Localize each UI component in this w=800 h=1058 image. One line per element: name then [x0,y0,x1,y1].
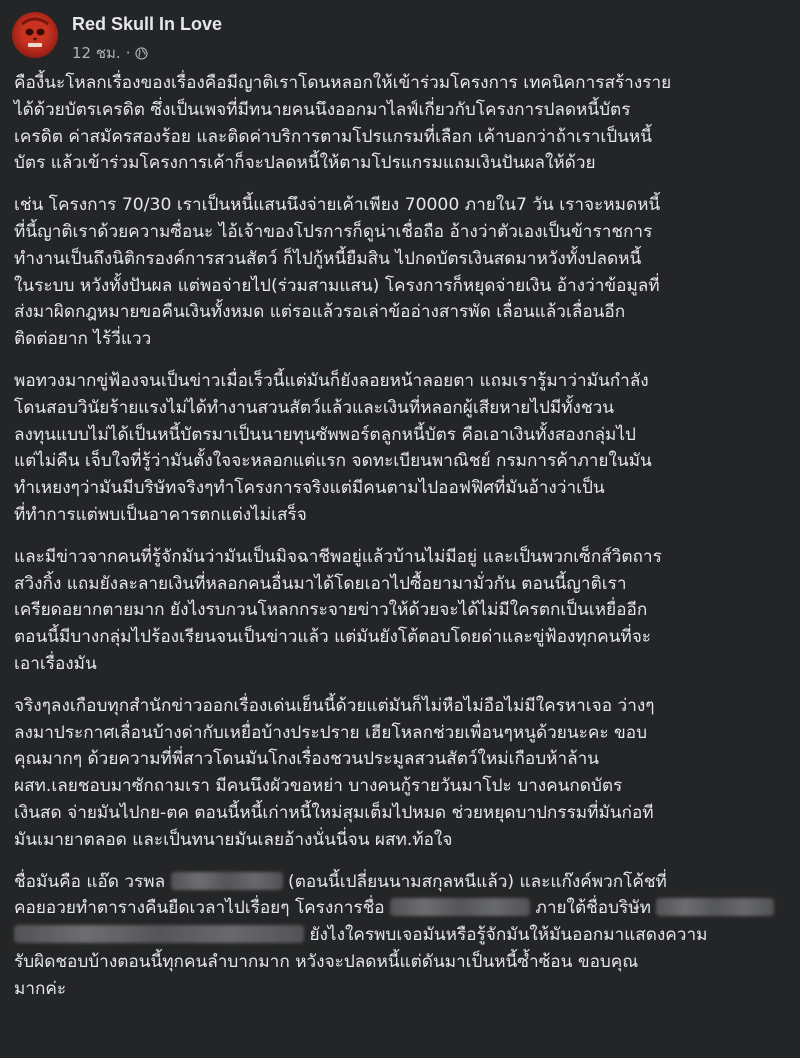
post-line: ที่นี้ญาติเราด้วยความซื่อนะ ไอ้เจ้าของโปรการก็ดูน่าเชื่อถือ อ้างว่าตัวเองเป็นข้าราชการ [14,221,653,242]
post-line: ลงมาประกาศเลื่อนบ้างด่ากับเหยื่อบ้างประปราย เฮียโหลกช่วยเพื่อนๆหนูด้วยนะคะ ขอบ [14,722,648,743]
post-paragraph [14,544,790,678]
post-line: ทำงานเป็นถึงนิติกรองค์การสวนสัตว์ ก็ไปกู้หนี้ยืมสิน ไปกดบัตรเงินสดมาหวังทั้งปลดหนี้ [14,248,642,269]
post-line: คอยอวยทำตารางคืนยืดเวลาไปเรื่อยๆ โครงการชื่อ ภายใต้ชื่อบริษัท [14,898,774,918]
post-paragraph [14,368,790,529]
post-line: ในระบบ หวังทั้งปันผล แต่พอจ่ายไป(ร่วมสามแสน) โครงการก็หยุดจ่ายเงิน อ้างว่าข้อมูลที่ [14,275,660,296]
post-line: ส่งมาผิดกฎหมายขอคืนเงินทั้งหมด แต่รอแล้วรอเล่าข้ออ่างสารพัด เลื่อนแล้วเลื่อนอีก [14,302,626,323]
redacted-text [14,925,304,943]
post-meta [72,41,148,65]
post-line: แต่ไม่คืน เจ็บใจที่รู้ว่ามันตั้งใจจะหลอกแต่แรก จดทะเบียนพาณิชย์ กรมการค้าภายในมัน [14,451,652,472]
post-paragraph [14,869,790,1003]
post-line: ยังไงใครพบเจอมันหรือรู้จักมันให้มันออกมาแสดงความ [14,925,707,945]
post-paragraph [14,192,790,353]
post-line: เอาเรื่องมัน [14,653,97,674]
post-line: ผสท.เลยชอบมาซักถามเรา มีคนนึงผัวขอหย่า บางคนกู้รายวันมาโปะ บางคนกดบัตร [14,776,623,797]
post-line: ทำเหยงๆว่ามันมีบริษัทจริงๆทำโครงการจริงแต่มีคนตามไปออฟฟิศที่มันอ้างว่าเป็น [14,478,605,499]
post-line: คุณมากๆ ด้วยความที่พี่สาวโดนมันโกงเรื่องชวนประมูลสวนสัตว์ใหม่เกือบห้าล้าน [14,749,600,770]
post-line: ที่ทำการแต่พบเป็นอาคารตกแต่งไม่เสร็จ [14,504,307,525]
post-line: เครดิต ค่าสมัครสองร้อย และติดค่าบริการตามโปรแกรมที่เลือก เค้าบอกว่าถ้าเราเป็นหนี้ [14,126,653,147]
post-line: สวิงกิ้ง แถมยังละลายเงินที่หลอกคนอื่นมาได้โดยเอาไปซื้อยามามั่วกัน ตอนนี้ญาติเรา [14,573,627,594]
red-skull-icon [12,12,58,58]
redacted-text [656,898,774,916]
post-paragraph [14,693,790,854]
post-paragraph [14,70,790,177]
post-line: ได้ด้วยบัตรเครดิต ซึ่งเป็นเพจที่มีทนายคนนึงออกมาไลฟ์เกี่ยวกับโครงการปลดหนี้บัตร [14,99,631,120]
redacted-text [171,872,283,890]
post-line: และมีข่าวจากคนที่รู้จักมันว่ามันเป็นมิจฉาชีพอยู่แล้วบ้านไม่มีอยู่ และเป็นพวกเซ็กส์วิตถาร [14,546,662,567]
post-line: พอทวงมากขู่ฟ้องจนเป็นข่าวเมื่อเร็วนี้แต่มันก็ยังลอยหน้าลอยตา แถมเรารู้มาว่ามันกำลัง [14,370,649,391]
post-line: บัตร แล้วเข้าร่วมโครงการเค้าก็จะปลดหนี้ให้ตามโปรแกรมแถมเงินปันผลให้ด้วย [14,153,596,174]
post-line: มันเมายาตลอด และเป็นทนายมันเลยอ้างนั่นนี่จน ผสท.ท้อใจ [14,829,453,850]
post-line: ติดต่อยาก ไร้วี่แวว [14,329,152,350]
post-line: จริงๆลงเกือบทุกสำนักข่าวออกเรื่องเด่นเย็นนี้ด้วยแต่มันก็ไม่หือไม่อือไม่มีใครหาเจอ ว่างๆ [14,695,655,716]
post-line: โดนสอบวินัยร้ายแรงไม่ได้ทำงานสวนสัตว์แล้วและเงินที่หลอกผู้เสียหายไปมีทั้งชวน [14,397,615,418]
post-line: รับผิดชอบบ้างตอนนี้ทุกคนลำบากมาก หวังจะปลดหนี้แต่ดันมาเป็นหนี้ซ้ำซ้อน ขอบคุณ [14,951,639,972]
post-line: เครียดอยากตายมาก ยังไงรบกวนโหลกกระจายข่าวให้ด้วยจะได้ไม่มีใครตกเป็นเหยื่ออีก [14,600,648,621]
post-line: ลงทุนแบบไม่ได้เป็นหนี้บัตรมาเป็นนายทุนซัพพอร์ตลูกหนี้บัตร คือเอาเงินทั้งสองกลุ่มไป [14,424,636,445]
post-line: ตอนนี้มีบางกลุ่มไปร้องเรียนจนเป็นข่าวแล้ว แต่มันยังโต้ตอบโดยด่าและขู่ฟ้องทุกคนที่จะ [14,627,652,648]
avatar[interactable] [12,12,58,58]
post-header [12,10,788,60]
globe-icon[interactable] [135,47,148,60]
meta-separator: · [125,44,131,62]
post-body [14,70,790,1018]
post-timestamp[interactable]: 12 ชม. [72,44,121,62]
post-line: เช่น โครงการ 70/30 เราเป็นหนี้แสนนึงจ่ายเค้าเพียง 70000 ภายใน7 วัน เราจะหมดหนี้ [14,195,661,216]
post-line: ชื่อมันคือ แอ๊ด วรพล (ตอนนี้เปลี่ยนนามสกุลหนีแล้ว) และแก๊งค์พวกโค้ชที่ [14,871,667,892]
redacted-text [390,898,530,916]
post-line: คืองี้นะโหลกเรื่องของเรื่องคือมีญาติเราโดนหลอกให้เข้าร่วมโครงการ เทคนิคการสร้างราย [14,73,672,93]
post-line: มากค่ะ [14,978,67,999]
post-line: เงินสด จ่ายมันไปกย-ตค ตอนนี้หนี้เก่าหนี้ใหม่สุมเต็มไปหมด ช่วยหยุดบาปกรรมที่มันก่อที [14,802,654,823]
author-name[interactable]: Red Skull In Love [72,14,223,34]
